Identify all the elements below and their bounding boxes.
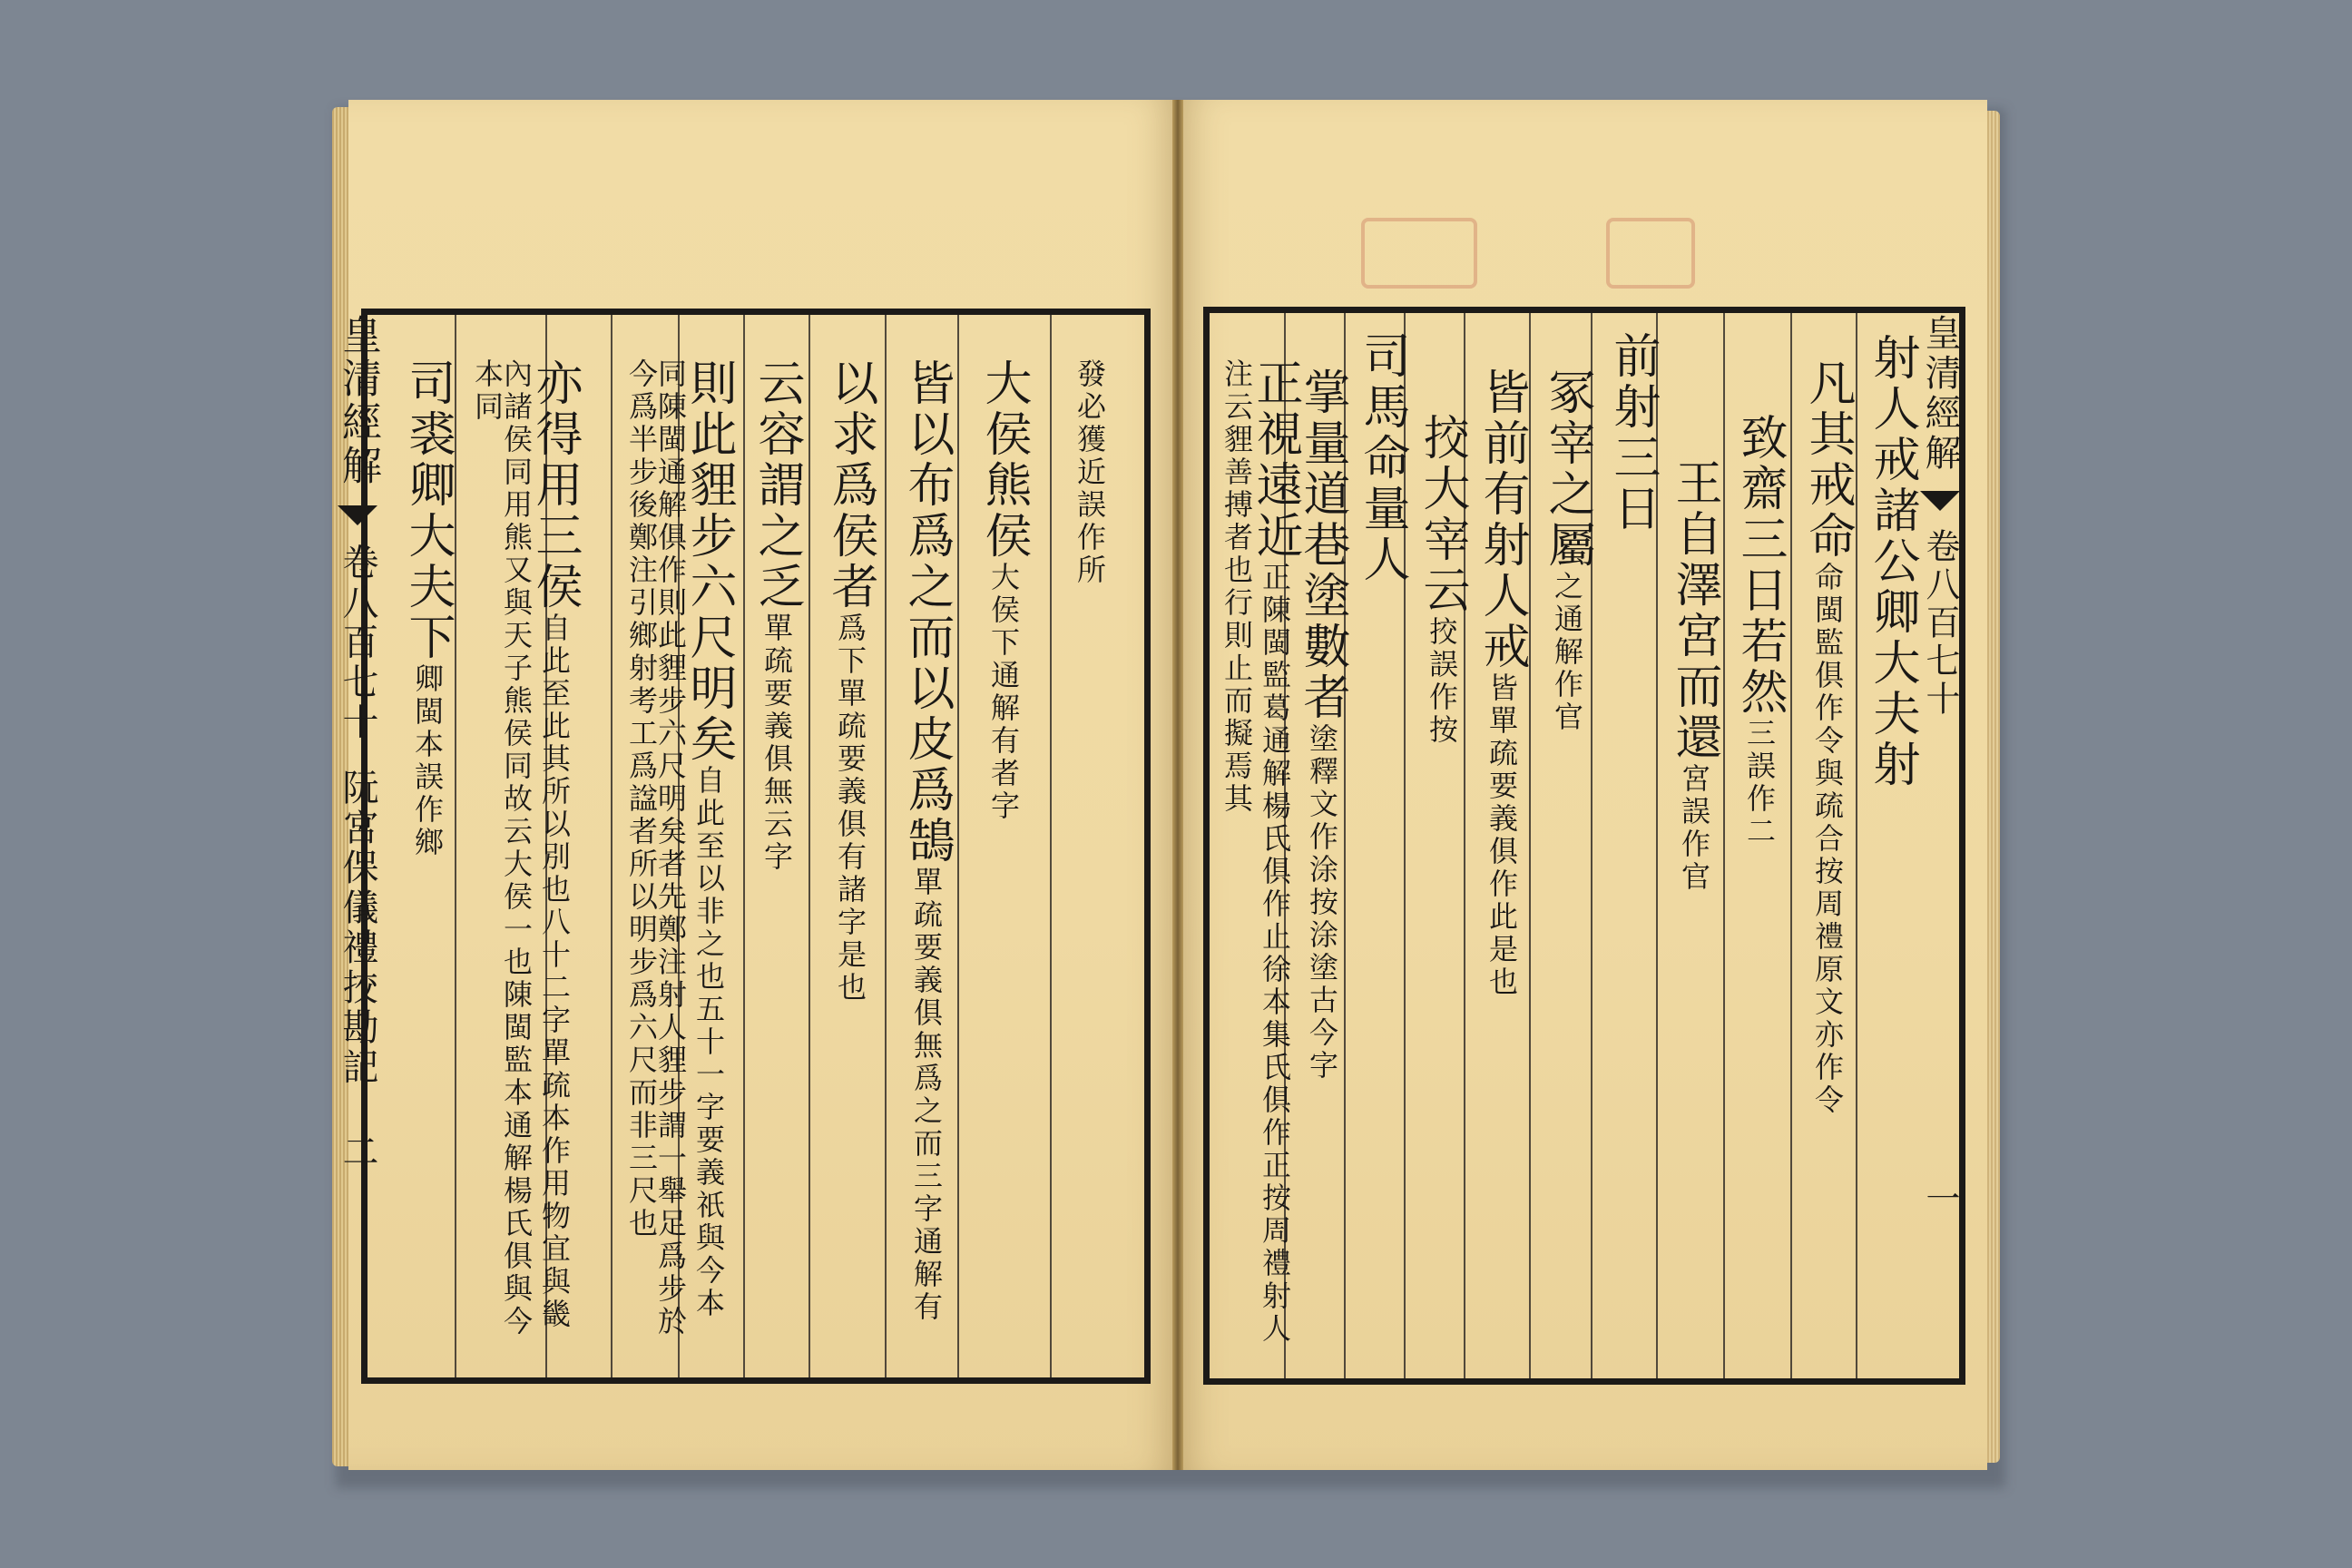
annotation: 自此至此其所以別也八十二字單疏本作用物宜與畿內諸侯同用熊又與天子熊侯同故云大侯一也陳閩監本通解楊氏俱與今本同 [470, 358, 572, 1338]
text-column [624, 358, 736, 1338]
main-text: 前射三日 [1605, 331, 1660, 534]
book-title: 皇清經解 [1919, 314, 1961, 474]
main-text: 冢宰之屬 [1540, 368, 1594, 571]
book-gutter [1172, 100, 1183, 1470]
main-text: 掌量道巷塗數者 [1295, 368, 1349, 723]
text-column [899, 358, 954, 1324]
column-rule [1723, 313, 1725, 1378]
book-title: 皇清經解 [335, 314, 381, 488]
faded-seal [1361, 218, 1477, 289]
fishtail-mark [338, 505, 377, 525]
column-rule [611, 315, 612, 1377]
column-rule [957, 315, 959, 1377]
text-column [1220, 358, 1302, 1357]
text-column [1865, 333, 1919, 790]
text-column [400, 358, 455, 859]
column-rule [743, 315, 745, 1377]
margin-caption [335, 314, 381, 1173]
text-column [1540, 368, 1594, 734]
text-column [1415, 413, 1469, 747]
annotation: 單疏要義俱無爲之而三字通解有 [909, 867, 944, 1324]
folio-number: 二 [337, 1132, 378, 1173]
column-rule [1050, 315, 1052, 1377]
column-rule [1529, 313, 1531, 1378]
text-column [976, 358, 1031, 823]
chapter-title: 阮宮保儀禮挍勘記 [337, 769, 378, 1089]
right-text-frame [1203, 307, 1965, 1385]
column-rule [1790, 313, 1792, 1378]
main-text: 亦得用三侯 [527, 358, 582, 612]
text-column [1667, 458, 1721, 894]
main-text: 王自澤宮而還 [1667, 458, 1721, 763]
annotation: 單疏要義俱無云字 [760, 612, 794, 874]
annotation: 之通解作官 [1550, 571, 1584, 734]
main-text: 司馬命量人 [1355, 331, 1409, 585]
volume-label: 卷八百七十 [337, 543, 378, 743]
faded-seal [1606, 218, 1695, 289]
text-column [823, 358, 877, 1004]
main-text: 正視遠近 [1248, 358, 1302, 562]
annotation: 皆單疏要義俱作此是也 [1485, 672, 1519, 999]
text-column [1732, 413, 1787, 848]
annotation: 命閩監俱作令與疏合按周禮原文亦作令 [1810, 562, 1845, 1117]
column-rule [1856, 313, 1857, 1378]
main-text: 挍大宰云 [1415, 413, 1469, 616]
annotation: 爲下單疏要義俱有諸字是也 [833, 612, 867, 1004]
annotation: 卿閩本誤作鄉 [410, 663, 445, 859]
folio-number: 一 [1920, 1181, 1960, 1220]
fishtail-mark [1920, 491, 1960, 511]
main-text: 司裘卿大夫下 [400, 358, 455, 663]
annotation: 三誤作二 [1742, 718, 1777, 848]
text-column [1073, 358, 1107, 587]
margin-caption [1920, 314, 1960, 1219]
main-text: 皆以布爲之而以皮爲鵠 [899, 358, 954, 867]
main-text: 致齋三日若然 [1732, 413, 1787, 718]
volume-label: 卷八百七十 [1920, 528, 1960, 720]
column-rule [885, 315, 887, 1377]
annotation: 正陳閩監葛通解楊氏俱作止徐本集氏俱作正按周禮射人注云貍善搏者也行則止而擬焉其 [1220, 358, 1292, 1346]
main-text: 大侯熊侯 [976, 358, 1031, 562]
text-column [1295, 368, 1349, 1083]
text-column [470, 358, 582, 1338]
column-rule [808, 315, 810, 1377]
main-text: 皆前有射人戒 [1475, 368, 1529, 672]
annotation: 宮誤作官 [1677, 763, 1711, 894]
main-text: 凡其戒命 [1800, 358, 1855, 562]
left-text-frame [361, 309, 1151, 1384]
annotation: 挍誤作按 [1425, 616, 1459, 747]
column-rule [455, 315, 456, 1377]
annotation: 大侯下通解有者字 [986, 562, 1021, 823]
main-text: 云容謂之乏 [750, 358, 804, 612]
annotation: 自此至以非之也五十一字要義祇與今本同陳閩通解俱作則此貍步六尺明矣者先鄭注射人貍步謂一舉足爲步於今爲半步後鄭注引鄉射考工爲諡者所以明步爲六尺而非三尺也 [624, 358, 726, 1338]
text-column [750, 358, 804, 874]
main-text: 射人戒諸公卿大夫射 [1865, 333, 1919, 790]
main-text: 以求爲侯者 [823, 358, 877, 612]
annotation: 塗釋文作涂按涂塗古今字 [1305, 723, 1339, 1083]
text-column [1355, 331, 1409, 585]
text-column [1800, 358, 1855, 1117]
text-column [1475, 368, 1529, 999]
text-column [1605, 331, 1660, 534]
annotation: 發必獲近誤作所 [1073, 358, 1107, 587]
main-text: 則此貍步六尺明矣 [681, 358, 736, 765]
